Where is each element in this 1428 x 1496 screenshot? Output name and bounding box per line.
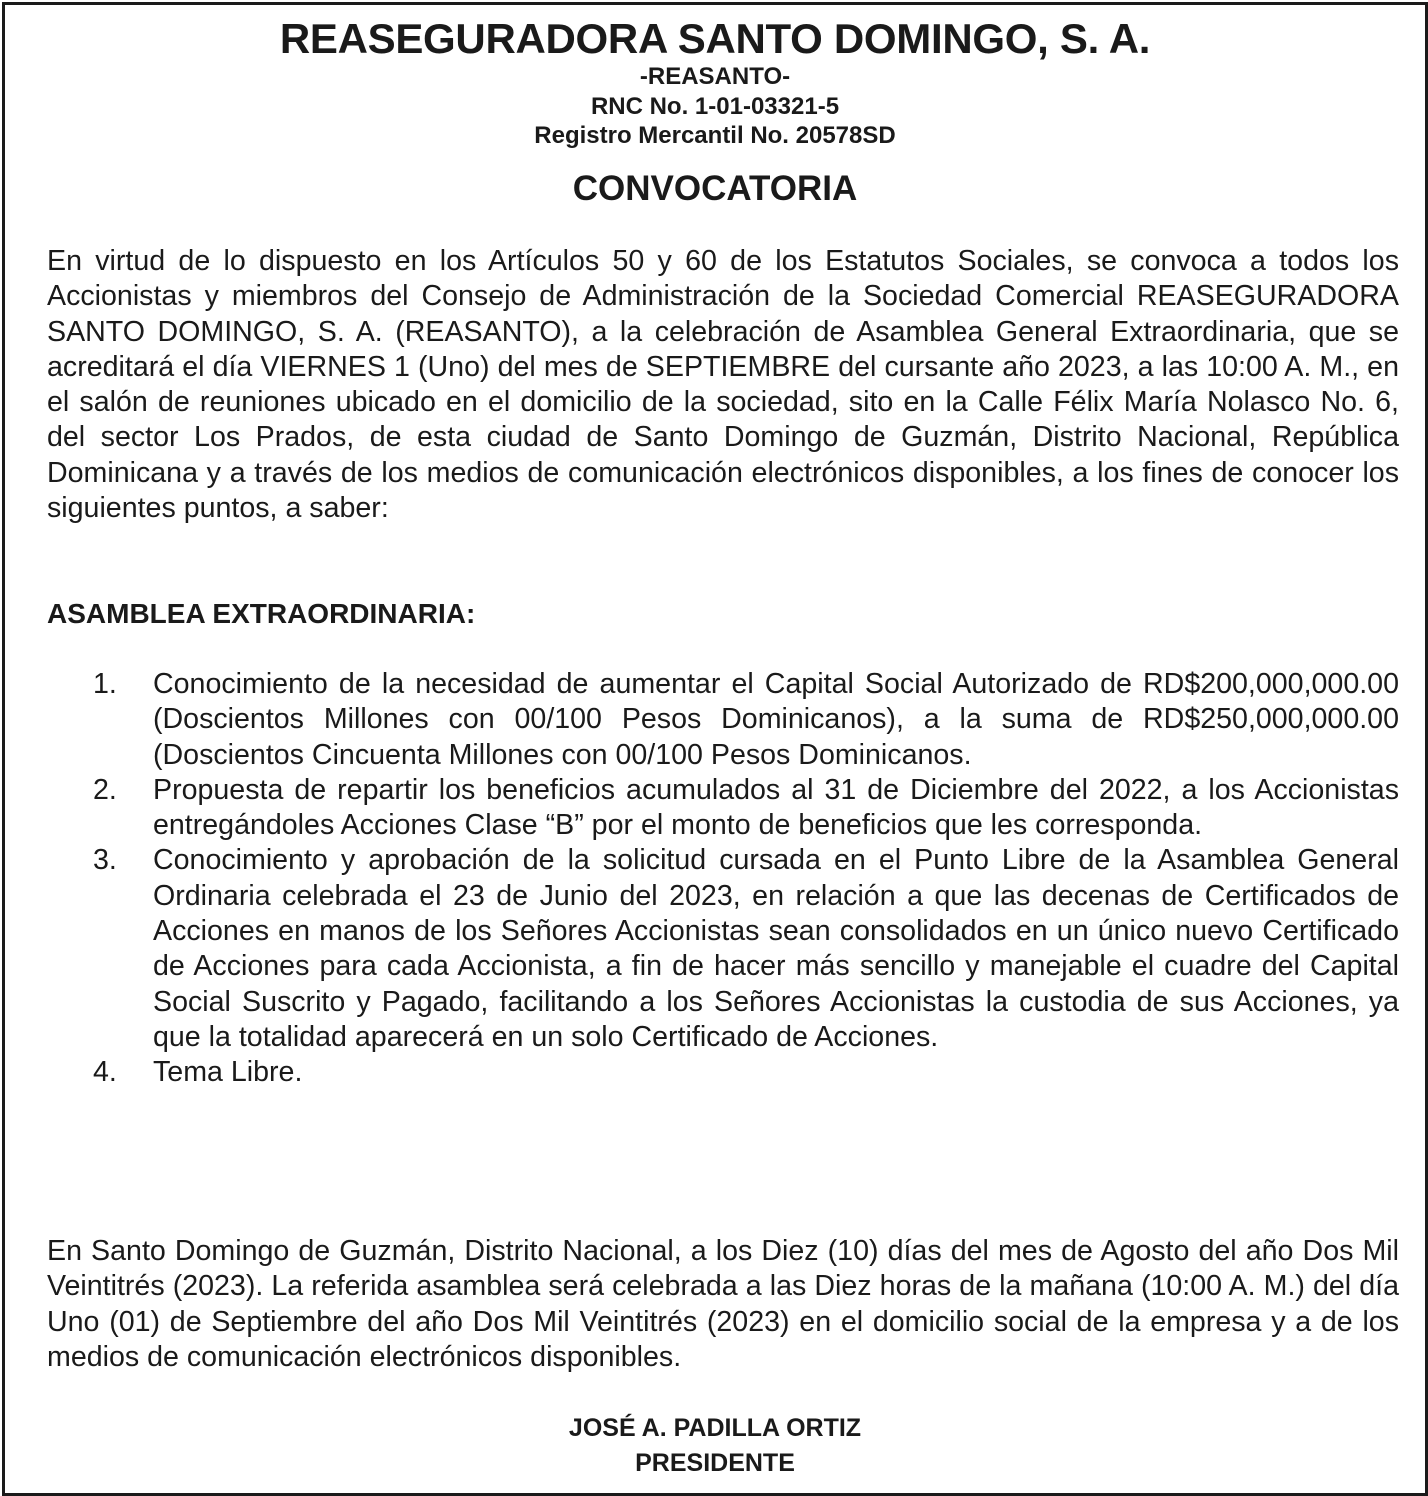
notice-frame — [2, 2, 1428, 1496]
agenda-item-text: Conocimiento y aprobación de la solicitud cursada en el Punto Libre de la Asamblea General Ordinaria celebrada el 23 de Junio del 2023, en relación a que las decenas de Certificados de Acciones en manos de los Señores Accionistas sean consolidados en un único nuevo Certificado de Acciones para cada Accionista, a fin de hacer más sencillo y manejable el cuadre del Capital Social Suscrito y Pagado, facilitando a los Señores Accionistas la custodia de sus Acciones, ya que la totalidad aparecerá en un solo Certificado de Acciones. — [153, 844, 1399, 1053]
notice-title: CONVOCATORIA — [572, 169, 858, 208]
agenda-item-text: Tema Libre. — [153, 1056, 303, 1089]
agenda-item-number: 2. — [93, 773, 117, 806]
signer-name: JOSÉ A. PADILLA ORTIZ — [568, 1414, 862, 1442]
agenda-item — [93, 773, 1399, 844]
agenda-item-number: 1. — [93, 668, 117, 700]
rnc-number: RNC No. 1-01-03321-5 — [590, 93, 840, 120]
agenda-item — [93, 667, 1399, 773]
agenda-item — [93, 1055, 1399, 1090]
company-short-name: -REASANTO- — [639, 63, 791, 90]
agenda-heading: ASAMBLEA EXTRAORDINARIA: — [47, 598, 476, 629]
company-name: REASEGURADORA SANTO DOMINGO, S. A. — [279, 15, 1151, 62]
agenda-item-number: 4. — [93, 1056, 117, 1089]
agenda-list — [93, 667, 1399, 1091]
agenda-item — [93, 843, 1399, 1055]
mercantile-registry: Registro Mercantil No. 20578SD — [534, 122, 896, 149]
agenda-item-text: Conocimiento de la necesidad de aumentar el Capital Social Autorizado de RD$200,000,000.00 (Doscientos Millones con 00/100 Pesos Dominicanos), a la suma de RD$250,000,000.00 (Doscientos Cincuenta Millones con 00/100 Pesos Dominicanos. — [153, 668, 1399, 771]
signer-role: PRESIDENTE — [635, 1449, 795, 1477]
closing-paragraph: En Santo Domingo de Guzmán, Distrito Nacional, a los Diez (10) días del mes de Agosto del año Dos Mil Veintitrés (2023). La referida asamblea será celebrada a las Diez horas de la mañana (10:00 A. M.) del día Uno (01) de Septiembre del año Dos Mil Veintitrés (2023) en el domicilio social de la empresa y a de los medios de comunicación electrónicos disponibles. — [47, 1235, 1399, 1373]
intro-paragraph: En virtud de lo dispuesto en los Artículos 50 y 60 de los Estatutos Sociales, se convoca a todos los Accionistas y miembros del Consejo de Administración de la Sociedad Comercial REASEGURADORA SANTO DOMINGO, S. A. (REASANTO), a la celebración de Asamblea General Extraordinaria, que se acreditará el día VIERNES 1 (Uno) del mes de SEPTIEMBRE del cursante año 2023, a las 10:00 A. M., en el salón de reuniones ubicado en el domicilio de la sociedad, sito en la Calle Félix María Nolasco No. 6, del sector Los Prados, de esta ciudad de Santo Domingo de Guzmán, Distrito Nacional, República Dominicana y a través de los medios de comunicación electrónicos disponibles, a los fines de conocer los siguientes puntos, a saber: — [47, 245, 1399, 525]
agenda-item-number: 3. — [93, 844, 117, 877]
agenda-item-text: Propuesta de repartir los beneficios acumulados al 31 de Diciembre del 2022, a los Accionistas entregándoles Acciones Clase “B” por el monto de beneficios que les corresponda. — [153, 773, 1399, 842]
